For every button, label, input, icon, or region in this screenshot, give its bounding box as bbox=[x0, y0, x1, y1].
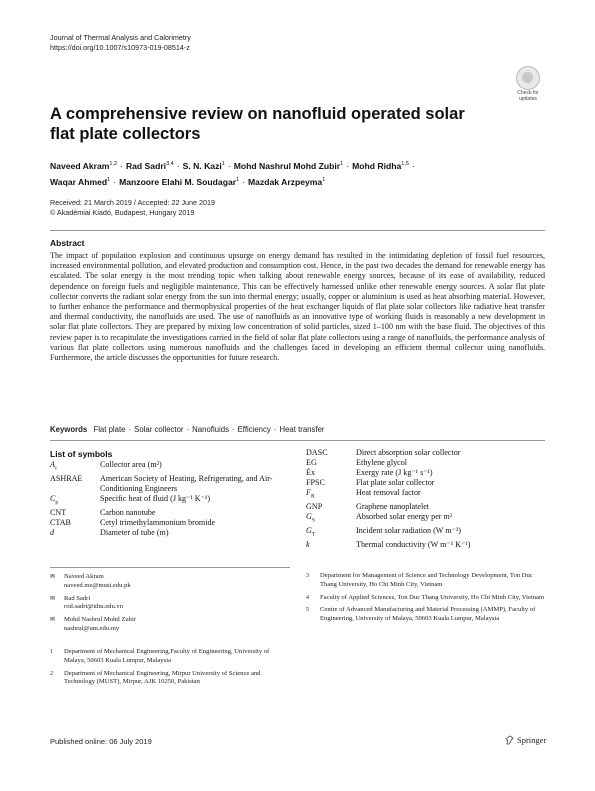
badge-label: Check for updates bbox=[517, 90, 539, 102]
symbols-heading: List of symbols bbox=[50, 449, 113, 459]
author-name[interactable]: Mohd Ridha$^{1,5}$ bbox=[352, 160, 409, 171]
symbol-definition: Absorbed solar energy per m² bbox=[356, 512, 453, 522]
divider bbox=[50, 440, 545, 441]
symbol-key: FPSC bbox=[306, 478, 325, 488]
symbol-definition: American Society of Heating, Refrigerating, and Air-Conditioning Engineers bbox=[100, 473, 273, 493]
author-name[interactable]: Manzoore Elahi M. Soudagar$^1$ bbox=[119, 176, 240, 187]
symbol-row bbox=[306, 468, 546, 478]
affiliations-left bbox=[50, 648, 290, 691]
symbol-row bbox=[50, 460, 290, 474]
symbol-row bbox=[306, 478, 546, 488]
symbol-row bbox=[306, 458, 546, 468]
symbol-key: CTAB bbox=[50, 517, 71, 527]
symbol-subscript: p bbox=[55, 499, 59, 506]
keyword-separator: · bbox=[231, 425, 235, 434]
keyword-separator: · bbox=[128, 425, 132, 434]
keyword: Solar collector bbox=[134, 425, 184, 434]
author-affiliation-mark: 3,4 bbox=[166, 161, 174, 167]
author-affiliation-mark: 1 bbox=[221, 161, 225, 167]
affiliation-text: Department of Mechanical Engineering, Mirpur University of Science and Technology (MUST), Mirpur, AJK 10250, Pakistan bbox=[64, 669, 261, 686]
symbol-key: CNT bbox=[50, 507, 67, 517]
springer-horse-icon bbox=[505, 735, 514, 745]
keyword: Heat transfer bbox=[279, 425, 325, 434]
affiliation-entry bbox=[306, 594, 546, 603]
symbol-definition: Carbon nanotube bbox=[100, 507, 156, 517]
symbol-row bbox=[50, 494, 290, 508]
keyword-separator: · bbox=[273, 425, 277, 434]
symbol-row bbox=[306, 448, 546, 458]
author-affiliation-mark: 1 bbox=[236, 176, 240, 183]
symbol-definition: Exergy rate (J kg⁻¹ s⁻¹) bbox=[356, 468, 433, 478]
author-affiliation-mark: 1 bbox=[322, 176, 326, 183]
keyword-separator: · bbox=[186, 425, 190, 434]
symbol-row bbox=[50, 508, 290, 518]
affiliation-number: 2 bbox=[50, 670, 53, 677]
symbols-left-column bbox=[50, 460, 290, 538]
contact-name: Rad Sadri bbox=[64, 594, 91, 602]
affiliation-number: 4 bbox=[306, 594, 309, 601]
symbol-key: $G_S$ bbox=[306, 512, 315, 524]
contact-entry bbox=[50, 595, 290, 613]
symbol-row bbox=[50, 474, 290, 494]
symbols-right-column bbox=[306, 448, 546, 550]
author-name[interactable]: Naveed Akram$^{1,2}$ bbox=[50, 160, 118, 171]
symbol-key: ASHRAE bbox=[50, 473, 83, 483]
affiliation-number: 5 bbox=[306, 607, 309, 614]
affiliation-entry bbox=[306, 572, 546, 590]
symbol-definition: Specific heat of fluid (J kg⁻¹ K⁻¹) bbox=[100, 493, 211, 503]
symbol-key: GNP bbox=[306, 502, 323, 512]
affiliation-text: Centre of Advanced Manufacturing and Material Processing (AMMP), Faculty of Engineering, University of Malaya, 50603 Kuala Lumpur, Malaysia bbox=[320, 606, 536, 623]
keywords bbox=[50, 425, 325, 434]
symbol-key: Ėx bbox=[306, 468, 315, 478]
author-separator: · bbox=[120, 160, 123, 171]
author-name[interactable]: S. N. Kazi$^1$ bbox=[182, 160, 225, 171]
envelope-icon: ✉ bbox=[50, 617, 56, 624]
author-name[interactable]: Mazdak Arzpeyma$^1$ bbox=[248, 176, 326, 187]
symbol-definition: Direct absorption solar collector bbox=[356, 448, 461, 457]
doi-link[interactable]: https://doi.org/10.1007/s10973-019-08514-z bbox=[50, 42, 190, 52]
contact-entry bbox=[50, 573, 290, 591]
symbol-definition: Diameter of tube (m) bbox=[100, 527, 169, 537]
symbol-definition: Ethylene glycol bbox=[356, 458, 408, 468]
author-affiliation-mark: 1 bbox=[340, 161, 344, 167]
symbol-definition: Heat removal factor bbox=[356, 488, 421, 498]
author-separator: · bbox=[227, 160, 231, 171]
contact-name: Mohd Nashrul Mohd Zubir bbox=[64, 616, 136, 624]
copyright: © Akadémiai Kiadó, Budapest, Hungary 2019 bbox=[50, 208, 195, 217]
symbol-definition: Flat plate solar collector bbox=[356, 478, 435, 488]
author-separator: · bbox=[242, 176, 246, 187]
keyword: Flat plate bbox=[93, 425, 126, 434]
symbol-subscript: c bbox=[54, 465, 58, 472]
author-name[interactable]: Rad Sadri$^{3,4}$ bbox=[125, 160, 174, 171]
symbol-definition: Cetyl trimethylammonium bromide bbox=[100, 517, 216, 527]
symbol-key: k bbox=[306, 539, 310, 549]
author-separator: · bbox=[346, 160, 350, 171]
affiliation-entry bbox=[50, 648, 290, 666]
symbol-key: DASC bbox=[306, 448, 328, 457]
affiliation-number: 3 bbox=[306, 573, 309, 579]
journal-header bbox=[50, 33, 191, 52]
contact-entry bbox=[50, 616, 290, 634]
contact-name: Naveed Akram bbox=[64, 573, 104, 580]
symbol-row bbox=[50, 518, 290, 528]
affiliation-entry bbox=[50, 670, 290, 688]
author-separator: · bbox=[411, 160, 415, 171]
contact-email[interactable]: rod.sadri@tdtu.edu.vn bbox=[64, 603, 123, 611]
divider bbox=[50, 230, 545, 231]
symbol-key: d bbox=[50, 527, 55, 537]
affiliation-text: Faculty of Applied Sciences, Ton Duc Thang University, Ho Chi Minh City, Vietnam bbox=[320, 593, 545, 601]
author-list bbox=[50, 157, 540, 189]
author-separator: · bbox=[113, 176, 117, 187]
published-date: Published online: 06 July 2019 bbox=[50, 737, 152, 746]
symbol-row bbox=[306, 540, 546, 550]
abstract-text: The impact of population explosion and continuous upsurge on energy demand has resulted in the intimidating depletion of fossil fuel resources, increased environmental pollution, and elevated production and consumption cost. Hence, in the past two decades the demand for renewable energy has escalated. The solar energy is the most trending topic when talking about renewable energy sources, because of its ease of availability, reduced dependence on foreign fuels and negligible maintenance. This can be effectively harnessed unlike other renewable energy sources. A solar flat plate collector converts the radiant solar energy from the sun into thermal energy; usually, copper or aluminium is used as heat absorbing material. However, to further enhance the performance and thermophysical properties of the heat exchanger liquids of flat plate solar collectors like radiative heat transfer and thermal conductivity, the nanofluids are used. The use of nanofluids as an innovative type of working fluids is reasonably a new development in solar flat plate collectors. They are prepared by mixing low concentration of solid particles, sized 1–100 nm with the base fluid. The objectives of this review paper is to recapitulate the investigations carried in the field of solar flat plate collectors using a range of nanofluids, the performance analysis of various flat plate collectors using numerous nanofluids and the challenges faced in developing an efficient thermal collector using nanofluids. Furthermore, the article discusses the opportunities for future research. bbox=[50, 251, 545, 363]
symbol-key: $G_T$ bbox=[306, 525, 316, 538]
contact-list bbox=[50, 573, 290, 638]
symbol-key: $F_R$ bbox=[306, 488, 315, 500]
symbol-definition: Graphene nanoplatelet bbox=[356, 502, 430, 512]
update-icon bbox=[516, 66, 540, 90]
springer-logo bbox=[505, 735, 546, 745]
keywords-label: Keywords bbox=[50, 425, 88, 434]
symbol-row bbox=[306, 488, 546, 502]
symbol-key: EG bbox=[306, 458, 317, 468]
author-affiliation-mark: 1,2 bbox=[109, 161, 118, 167]
keyword: Efficiency bbox=[237, 425, 271, 434]
symbol-definition: Collector area (m²) bbox=[100, 460, 162, 469]
affiliation-number: 1 bbox=[50, 649, 53, 655]
contact-email[interactable]: naveed.me@must.edu.pk bbox=[64, 581, 131, 589]
author-affiliation-mark: 1,5 bbox=[401, 161, 409, 167]
affiliation-entry bbox=[306, 606, 546, 624]
keyword: Nanofluids bbox=[192, 425, 229, 434]
publisher-name: Springer bbox=[517, 735, 547, 745]
article-dates bbox=[50, 198, 215, 218]
abstract-heading: Abstract bbox=[50, 238, 85, 248]
article-title: A comprehensive review on nanofluid operated solar flat plate collectors bbox=[50, 105, 465, 143]
symbol-definition: Incident solar radiation (W m⁻²) bbox=[356, 525, 461, 535]
footnote-divider bbox=[50, 567, 290, 568]
journal-name: Journal of Thermal Analysis and Calorimetry bbox=[50, 33, 191, 42]
symbol-row bbox=[306, 502, 546, 512]
author-separator: · bbox=[176, 160, 180, 171]
symbol-key: $A_c$ bbox=[50, 460, 58, 472]
received-accepted: Received: 21 March 2019 / Accepted: 22 June 2019 bbox=[50, 198, 216, 207]
symbol-row bbox=[306, 512, 546, 526]
symbol-key: $C_p$ bbox=[50, 493, 59, 506]
author-name[interactable]: Waqar Ahmed$^1$ bbox=[50, 176, 111, 187]
symbol-subscript: R bbox=[310, 493, 315, 500]
envelope-icon: ✉ bbox=[50, 574, 56, 580]
author-affiliation-mark: 1 bbox=[107, 176, 111, 183]
author-name[interactable]: Mohd Nashrul Mohd Zubir$^1$ bbox=[233, 160, 344, 171]
affiliation-text: Department for Management of Science and Technology Development, Ton Duc Thang University, Ho Chi Minh City, Vietnam bbox=[320, 572, 533, 588]
symbol-subscript: S bbox=[311, 517, 315, 524]
symbol-row bbox=[50, 528, 290, 538]
affiliation-text: Department of Mechanical Engineering,Faculty of Engineering, University of Malaya, 50603 Kuala Lumpur, Malaysia bbox=[64, 648, 270, 664]
envelope-icon: ✉ bbox=[50, 595, 56, 602]
symbol-subscript: T bbox=[311, 531, 316, 538]
symbol-row bbox=[306, 526, 546, 540]
contact-email[interactable]: nashrul@um.edu.my bbox=[64, 624, 120, 632]
affiliations-right bbox=[306, 572, 546, 628]
check-for-updates-badge[interactable] bbox=[512, 66, 544, 102]
symbol-definition: Thermal conductivity (W m⁻¹ K⁻¹) bbox=[356, 539, 471, 549]
